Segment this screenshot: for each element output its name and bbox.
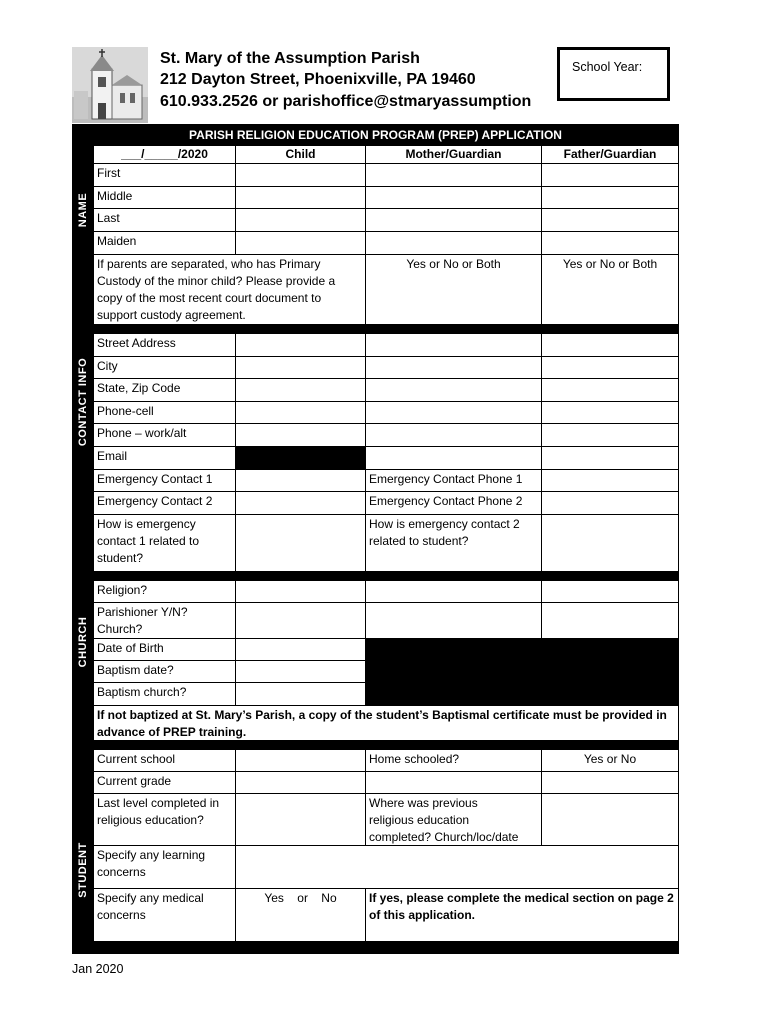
phone-cell-label: Phone-cell [94,402,236,424]
child-parishioner-field[interactable] [236,603,366,639]
school-year-label: School Year: [572,60,643,74]
baptism-church-label: Baptism church? [94,683,236,706]
mother-maiden-name-field[interactable] [366,232,542,255]
baptism-date-label: Baptism date? [94,661,236,683]
church-photo [72,47,148,123]
baptism-certificate-note: If not baptized at St. Mary’s Parish, a copy of the student’s Baptismal certificate must be provided in advance of PREP training. [94,706,679,741]
emergency-phone-2-field[interactable] [542,492,679,515]
current-grade-label: Current grade [94,772,236,794]
father-column-header: Father/Guardian [542,146,679,164]
learning-concerns-field[interactable] [236,846,679,889]
mother-religion-field[interactable] [366,581,542,603]
where-previous-label: Where was previous religious education completed? Church/loc/date [366,794,542,846]
mother-street-field[interactable] [366,334,542,357]
mother-last-name-field[interactable] [366,209,542,232]
religion-label: Religion? [94,581,236,603]
emergency-phone-2-label: Emergency Contact Phone 2 [366,492,542,515]
mother-custody-option[interactable]: Yes or No or Both [366,255,542,325]
home-schooled-option[interactable]: Yes or No [542,750,679,772]
date-of-birth-label: Date of Birth [94,639,236,661]
father-dob-blocked [542,639,679,661]
child-maiden-name-field[interactable] [236,232,366,255]
section-label-contact: CONTACT INFO [77,357,89,447]
father-email-field[interactable] [542,447,679,470]
emergency-phone-1-label: Emergency Contact Phone 1 [366,470,542,492]
date-column-header: ___/_____/2020 [94,146,236,164]
current-school-label: Current school [94,750,236,772]
father-parishioner-field[interactable] [542,603,679,639]
child-city-field[interactable] [236,357,366,379]
section-label-name: NAME [77,192,89,228]
emergency-phone-1-field[interactable] [542,470,679,492]
mother-parishioner-field[interactable] [366,603,542,639]
father-street-field[interactable] [542,334,679,357]
medical-section-note: If yes, please complete the medical section on page 2 of this application. [366,889,679,942]
mother-city-field[interactable] [366,357,542,379]
city-label: City [94,357,236,379]
form-title: PARISH RELIGION EDUCATION PROGRAM (PREP) APPLICATION [72,124,679,146]
emergency-contact-1-field[interactable] [236,470,366,492]
child-phone-cell-field[interactable] [236,402,366,424]
current-grade-extra-field-2[interactable] [542,772,679,794]
current-school-field[interactable] [236,750,366,772]
child-column-header: Child [236,146,366,164]
current-grade-field[interactable] [236,772,366,794]
father-city-field[interactable] [542,357,679,379]
emergency-contact-2-label: Emergency Contact 2 [94,492,236,515]
mother-middle-name-field[interactable] [366,187,542,209]
email-label: Email [94,447,236,470]
emergency-contact-2-field[interactable] [236,492,366,515]
current-grade-extra-field[interactable] [366,772,542,794]
medical-concerns-label: Specify any medical concerns [94,889,236,942]
street-address-label: Street Address [94,334,236,357]
state-zip-label: State, Zip Code [94,379,236,402]
father-phone-cell-field[interactable] [542,402,679,424]
section-label-church: CHURCH [77,616,89,668]
last-name-label: Last [94,209,236,232]
emergency-contact-1-label: Emergency Contact 1 [94,470,236,492]
medical-yes-no-option[interactable]: Yes or No [236,889,366,942]
child-street-field[interactable] [236,334,366,357]
child-dob-field[interactable] [236,639,366,661]
child-first-name-field[interactable] [236,164,366,187]
form-bottom-band [72,942,679,954]
footer-date: Jan 2020 [72,962,124,976]
child-middle-name-field[interactable] [236,187,366,209]
mother-phone-cell-field[interactable] [366,402,542,424]
father-first-name-field[interactable] [542,164,679,187]
father-last-name-field[interactable] [542,209,679,232]
maiden-name-label: Maiden [94,232,236,255]
middle-name-label: Middle [94,187,236,209]
mother-state-zip-field[interactable] [366,379,542,402]
mother-column-header: Mother/Guardian [366,146,542,164]
father-maiden-name-field[interactable] [542,232,679,255]
child-phone-work-field[interactable] [236,424,366,447]
section-divider [72,741,679,750]
school-year-box[interactable] [557,47,670,101]
child-baptism-church-field[interactable] [236,683,366,706]
child-baptism-date-field[interactable] [236,661,366,683]
father-baptism-church-blocked [542,683,679,706]
phone-work-label: Phone – work/alt [94,424,236,447]
mother-phone-work-field[interactable] [366,424,542,447]
mother-dob-blocked [366,639,542,661]
first-name-label: First [94,164,236,187]
prep-application-form [72,124,679,954]
father-state-zip-field[interactable] [542,379,679,402]
emergency-relation-1-field[interactable] [236,515,366,572]
father-phone-work-field[interactable] [542,424,679,447]
where-previous-field[interactable] [542,794,679,846]
home-schooled-label: Home schooled? [366,750,542,772]
child-email-blocked [236,447,366,470]
father-custody-option[interactable]: Yes or No or Both [542,255,679,325]
custody-question: If parents are separated, who has Primary Custody of the minor child? Please provide a copy of the most recent court document to support custody agreement. [94,255,366,325]
mother-email-field[interactable] [366,447,542,470]
emergency-relation-1-label: How is emergency contact 1 related to student? [94,515,236,572]
emergency-relation-2-field[interactable] [542,515,679,572]
parishioner-label: Parishioner Y/N? Church? [94,603,236,639]
mother-baptism-date-blocked [366,661,542,683]
section-label-student: STUDENT [77,842,89,898]
last-level-label: Last level completed in religious education? [94,794,236,846]
mother-first-name-field[interactable] [366,164,542,187]
father-religion-field[interactable] [542,581,679,603]
learning-concerns-label: Specify any learning concerns [94,846,236,889]
parish-contact: 610.933.2526 or parishoffice@stmaryassumption [160,93,532,110]
child-religion-field[interactable] [236,581,366,603]
parish-address: 212 Dayton Street, Phoenixville, PA 19460 [160,71,476,88]
last-level-field[interactable] [236,794,366,846]
emergency-relation-2-label: How is emergency contact 2 related to student? [366,515,542,572]
father-baptism-date-blocked [542,661,679,683]
section-divider [72,572,679,581]
child-last-name-field[interactable] [236,209,366,232]
parish-name: St. Mary of the Assumption Parish [160,50,420,67]
section-divider [72,325,679,334]
child-state-zip-field[interactable] [236,379,366,402]
father-middle-name-field[interactable] [542,187,679,209]
mother-baptism-church-blocked [366,683,542,706]
